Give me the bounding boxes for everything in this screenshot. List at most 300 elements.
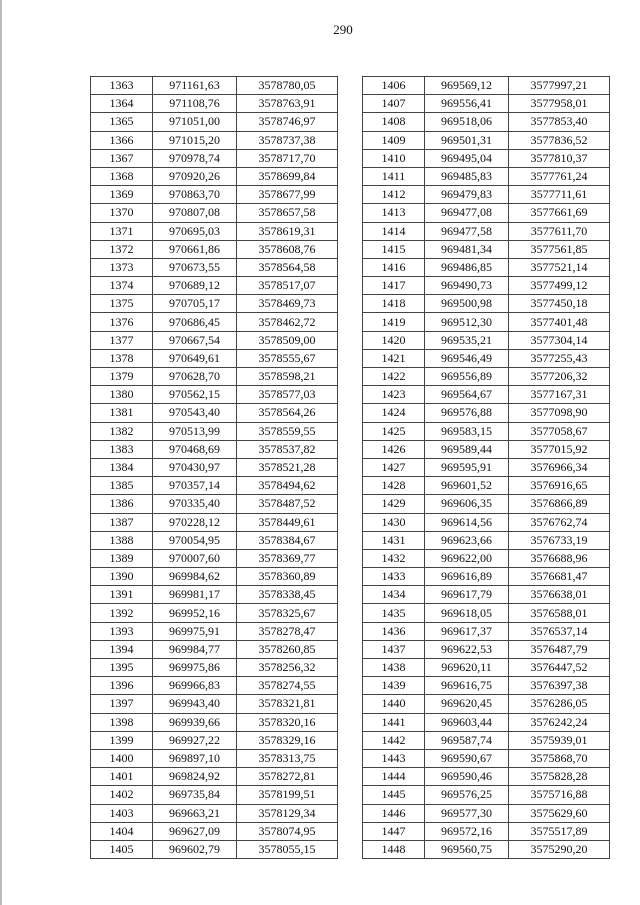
point-number-cell: 1439 xyxy=(363,677,425,695)
point-number-cell: 1430 xyxy=(363,513,425,531)
table-row xyxy=(363,804,610,822)
y-coordinate-cell: 3576588,01 xyxy=(509,604,610,622)
point-number-cell: 1378 xyxy=(91,349,153,367)
point-number-cell: 1433 xyxy=(363,568,425,586)
table-row xyxy=(363,240,610,258)
y-coordinate-cell: 3578384,67 xyxy=(237,531,338,549)
y-coordinate-cell: 3576762,74 xyxy=(509,513,610,531)
table-row xyxy=(363,167,610,185)
y-coordinate-cell: 3578699,84 xyxy=(237,167,338,185)
y-coordinate-cell: 3576733,19 xyxy=(509,531,610,549)
x-coordinate-cell: 970673,55 xyxy=(153,258,237,276)
point-number-cell: 1426 xyxy=(363,440,425,458)
y-coordinate-cell: 3577761,24 xyxy=(509,167,610,185)
table-row xyxy=(91,95,338,113)
table-row xyxy=(91,77,338,95)
x-coordinate-cell: 970430,97 xyxy=(153,458,237,476)
y-coordinate-cell: 3577167,31 xyxy=(509,386,610,404)
y-coordinate-cell: 3578677,99 xyxy=(237,186,338,204)
point-number-cell: 1429 xyxy=(363,495,425,513)
y-coordinate-cell: 3578320,16 xyxy=(237,713,338,731)
table-row xyxy=(91,840,338,858)
table-row xyxy=(363,749,610,767)
y-coordinate-cell: 3576916,65 xyxy=(509,477,610,495)
x-coordinate-cell: 969622,53 xyxy=(425,640,509,658)
point-number-cell: 1445 xyxy=(363,786,425,804)
table-row xyxy=(363,549,610,567)
y-coordinate-cell: 3578199,51 xyxy=(237,786,338,804)
x-coordinate-cell: 969590,67 xyxy=(425,749,509,767)
point-number-cell: 1446 xyxy=(363,804,425,822)
y-coordinate-cell: 3578313,75 xyxy=(237,749,338,767)
x-coordinate-cell: 969556,89 xyxy=(425,368,509,386)
table-row xyxy=(91,186,338,204)
point-number-cell: 1423 xyxy=(363,386,425,404)
point-number-cell: 1448 xyxy=(363,840,425,858)
y-coordinate-cell: 3577853,40 xyxy=(509,113,610,131)
y-coordinate-cell: 3576397,38 xyxy=(509,677,610,695)
point-number-cell: 1402 xyxy=(91,786,153,804)
point-number-cell: 1382 xyxy=(91,422,153,440)
x-coordinate-cell: 970228,12 xyxy=(153,513,237,531)
y-coordinate-cell: 3578657,58 xyxy=(237,204,338,222)
x-coordinate-cell: 970513,99 xyxy=(153,422,237,440)
x-coordinate-cell: 969576,88 xyxy=(425,404,509,422)
table-row xyxy=(91,258,338,276)
x-coordinate-cell: 971108,76 xyxy=(153,95,237,113)
table-row xyxy=(363,495,610,513)
point-number-cell: 1366 xyxy=(91,131,153,149)
table-row xyxy=(91,586,338,604)
point-number-cell: 1434 xyxy=(363,586,425,604)
x-coordinate-cell: 970649,61 xyxy=(153,349,237,367)
point-number-cell: 1371 xyxy=(91,222,153,240)
table-row xyxy=(363,440,610,458)
x-coordinate-cell: 969564,67 xyxy=(425,386,509,404)
x-coordinate-cell: 970054,95 xyxy=(153,531,237,549)
x-coordinate-cell: 970686,45 xyxy=(153,313,237,331)
x-coordinate-cell: 970920,26 xyxy=(153,167,237,185)
point-number-cell: 1389 xyxy=(91,549,153,567)
point-number-cell: 1386 xyxy=(91,495,153,513)
y-coordinate-cell: 3578256,32 xyxy=(237,659,338,677)
table-row xyxy=(363,368,610,386)
table-row xyxy=(91,313,338,331)
x-coordinate-cell: 969495,04 xyxy=(425,149,509,167)
point-number-cell: 1444 xyxy=(363,768,425,786)
x-coordinate-cell: 969583,15 xyxy=(425,422,509,440)
point-number-cell: 1405 xyxy=(91,840,153,858)
point-number-cell: 1397 xyxy=(91,695,153,713)
x-coordinate-cell: 969616,75 xyxy=(425,677,509,695)
page-edge xyxy=(0,0,2,905)
y-coordinate-cell: 3578278,47 xyxy=(237,622,338,640)
y-coordinate-cell: 3578329,16 xyxy=(237,731,338,749)
x-coordinate-cell: 969590,46 xyxy=(425,768,509,786)
point-number-cell: 1407 xyxy=(363,95,425,113)
y-coordinate-cell: 3578360,89 xyxy=(237,568,338,586)
point-number-cell: 1443 xyxy=(363,749,425,767)
table-row xyxy=(91,695,338,713)
point-number-cell: 1425 xyxy=(363,422,425,440)
x-coordinate-cell: 970667,54 xyxy=(153,331,237,349)
point-number-cell: 1383 xyxy=(91,440,153,458)
point-number-cell: 1419 xyxy=(363,313,425,331)
point-number-cell: 1379 xyxy=(91,368,153,386)
point-number-cell: 1401 xyxy=(91,768,153,786)
table-row xyxy=(91,804,338,822)
table-row xyxy=(363,349,610,367)
y-coordinate-cell: 3577836,52 xyxy=(509,131,610,149)
table-row xyxy=(363,186,610,204)
table-row xyxy=(363,695,610,713)
x-coordinate-cell: 970661,86 xyxy=(153,240,237,258)
y-coordinate-cell: 3576638,01 xyxy=(509,586,610,604)
y-coordinate-cell: 3575828,28 xyxy=(509,768,610,786)
table-row xyxy=(91,640,338,658)
y-coordinate-cell: 3578325,67 xyxy=(237,604,338,622)
x-coordinate-cell: 969556,41 xyxy=(425,95,509,113)
point-number-cell: 1409 xyxy=(363,131,425,149)
point-number-cell: 1381 xyxy=(91,404,153,422)
table-row xyxy=(363,113,610,131)
table-row xyxy=(363,622,610,640)
table-row xyxy=(91,131,338,149)
table-row xyxy=(91,331,338,349)
point-number-cell: 1400 xyxy=(91,749,153,767)
x-coordinate-cell: 970335,40 xyxy=(153,495,237,513)
point-number-cell: 1435 xyxy=(363,604,425,622)
y-coordinate-cell: 3577450,18 xyxy=(509,295,610,313)
x-coordinate-cell: 969897,10 xyxy=(153,749,237,767)
table-row xyxy=(91,531,338,549)
point-number-cell: 1398 xyxy=(91,713,153,731)
table-row xyxy=(91,822,338,840)
y-coordinate-cell: 3576447,52 xyxy=(509,659,610,677)
point-number-cell: 1384 xyxy=(91,458,153,476)
point-number-cell: 1432 xyxy=(363,549,425,567)
point-number-cell: 1369 xyxy=(91,186,153,204)
y-coordinate-cell: 3578274,55 xyxy=(237,677,338,695)
x-coordinate-cell: 969569,12 xyxy=(425,77,509,95)
y-coordinate-cell: 3578559,55 xyxy=(237,422,338,440)
x-coordinate-cell: 969617,79 xyxy=(425,586,509,604)
x-coordinate-cell: 969518,06 xyxy=(425,113,509,131)
point-number-cell: 1418 xyxy=(363,295,425,313)
x-coordinate-cell: 969620,11 xyxy=(425,659,509,677)
x-coordinate-cell: 969576,25 xyxy=(425,786,509,804)
table-row xyxy=(363,531,610,549)
x-coordinate-cell: 969500,98 xyxy=(425,295,509,313)
y-coordinate-cell: 3578577,03 xyxy=(237,386,338,404)
x-coordinate-cell: 969477,58 xyxy=(425,222,509,240)
x-coordinate-cell: 969490,73 xyxy=(425,277,509,295)
y-coordinate-cell: 3578564,26 xyxy=(237,404,338,422)
y-coordinate-cell: 3578462,72 xyxy=(237,313,338,331)
table-row xyxy=(91,749,338,767)
y-coordinate-cell: 3577304,14 xyxy=(509,331,610,349)
point-number-cell: 1415 xyxy=(363,240,425,258)
table-row xyxy=(91,731,338,749)
point-number-cell: 1420 xyxy=(363,331,425,349)
point-number-cell: 1438 xyxy=(363,659,425,677)
point-number-cell: 1403 xyxy=(91,804,153,822)
y-coordinate-cell: 3578564,58 xyxy=(237,258,338,276)
table-row xyxy=(363,131,610,149)
y-coordinate-cell: 3578598,21 xyxy=(237,368,338,386)
x-coordinate-cell: 970357,14 xyxy=(153,477,237,495)
y-coordinate-cell: 3578321,81 xyxy=(237,695,338,713)
y-coordinate-cell: 3578780,05 xyxy=(237,77,338,95)
x-coordinate-cell: 969577,30 xyxy=(425,804,509,822)
point-number-cell: 1396 xyxy=(91,677,153,695)
point-number-cell: 1376 xyxy=(91,313,153,331)
table-row xyxy=(363,331,610,349)
y-coordinate-cell: 3578129,34 xyxy=(237,804,338,822)
x-coordinate-cell: 969966,83 xyxy=(153,677,237,695)
x-coordinate-cell: 969603,44 xyxy=(425,713,509,731)
point-number-cell: 1368 xyxy=(91,167,153,185)
y-coordinate-cell: 3578608,76 xyxy=(237,240,338,258)
table-row xyxy=(363,786,610,804)
x-coordinate-cell: 970978,74 xyxy=(153,149,237,167)
table-row xyxy=(363,586,610,604)
x-coordinate-cell: 970863,70 xyxy=(153,186,237,204)
point-number-cell: 1364 xyxy=(91,95,153,113)
x-coordinate-cell: 969512,30 xyxy=(425,313,509,331)
point-number-cell: 1393 xyxy=(91,622,153,640)
y-coordinate-cell: 3577711,61 xyxy=(509,186,610,204)
y-coordinate-cell: 3577098,90 xyxy=(509,404,610,422)
x-coordinate-cell: 969602,79 xyxy=(153,840,237,858)
y-coordinate-cell: 3578521,28 xyxy=(237,458,338,476)
x-coordinate-cell: 969927,22 xyxy=(153,731,237,749)
y-coordinate-cell: 3578369,77 xyxy=(237,549,338,567)
table-row xyxy=(91,677,338,695)
point-number-cell: 1410 xyxy=(363,149,425,167)
table-row xyxy=(91,440,338,458)
point-number-cell: 1392 xyxy=(91,604,153,622)
point-number-cell: 1424 xyxy=(363,404,425,422)
y-coordinate-cell: 3578074,95 xyxy=(237,822,338,840)
y-coordinate-cell: 3576537,14 xyxy=(509,622,610,640)
x-coordinate-cell: 969943,40 xyxy=(153,695,237,713)
table-row xyxy=(363,204,610,222)
table-row xyxy=(91,368,338,386)
table-row xyxy=(91,167,338,185)
x-coordinate-cell: 970807,08 xyxy=(153,204,237,222)
table-row xyxy=(91,477,338,495)
table-row xyxy=(91,549,338,567)
table-row xyxy=(91,568,338,586)
x-coordinate-cell: 969618,05 xyxy=(425,604,509,622)
point-number-cell: 1414 xyxy=(363,222,425,240)
x-coordinate-cell: 969477,08 xyxy=(425,204,509,222)
x-coordinate-cell: 969560,75 xyxy=(425,840,509,858)
x-coordinate-cell: 969485,83 xyxy=(425,167,509,185)
y-coordinate-cell: 3578555,67 xyxy=(237,349,338,367)
point-number-cell: 1441 xyxy=(363,713,425,731)
y-coordinate-cell: 3578469,73 xyxy=(237,295,338,313)
y-coordinate-cell: 3576866,89 xyxy=(509,495,610,513)
y-coordinate-cell: 3578260,85 xyxy=(237,640,338,658)
y-coordinate-cell: 3577499,12 xyxy=(509,277,610,295)
table-row xyxy=(363,659,610,677)
y-coordinate-cell: 3578537,82 xyxy=(237,440,338,458)
page-number: 290 xyxy=(333,22,353,37)
point-number-cell: 1380 xyxy=(91,386,153,404)
x-coordinate-cell: 969952,16 xyxy=(153,604,237,622)
point-number-cell: 1365 xyxy=(91,113,153,131)
table-row xyxy=(91,240,338,258)
table-row xyxy=(91,768,338,786)
x-coordinate-cell: 969735,84 xyxy=(153,786,237,804)
y-coordinate-cell: 3577401,48 xyxy=(509,313,610,331)
table-row xyxy=(363,313,610,331)
x-coordinate-cell: 970007,60 xyxy=(153,549,237,567)
point-number-cell: 1436 xyxy=(363,622,425,640)
x-coordinate-cell: 970689,12 xyxy=(153,277,237,295)
x-coordinate-cell: 969975,86 xyxy=(153,659,237,677)
y-coordinate-cell: 3576966,34 xyxy=(509,458,610,476)
table-row xyxy=(363,640,610,658)
y-coordinate-cell: 3577611,70 xyxy=(509,222,610,240)
y-coordinate-cell: 3578272,81 xyxy=(237,768,338,786)
point-number-cell: 1413 xyxy=(363,204,425,222)
point-number-cell: 1440 xyxy=(363,695,425,713)
table-row xyxy=(91,295,338,313)
point-number-cell: 1428 xyxy=(363,477,425,495)
x-coordinate-cell: 969663,21 xyxy=(153,804,237,822)
point-number-cell: 1427 xyxy=(363,458,425,476)
x-coordinate-cell: 969481,34 xyxy=(425,240,509,258)
x-coordinate-cell: 969614,56 xyxy=(425,513,509,531)
y-coordinate-cell: 3576286,05 xyxy=(509,695,610,713)
table-row xyxy=(91,604,338,622)
x-coordinate-cell: 969939,66 xyxy=(153,713,237,731)
x-coordinate-cell: 969589,44 xyxy=(425,440,509,458)
table-row xyxy=(363,604,610,622)
point-number-cell: 1373 xyxy=(91,258,153,276)
y-coordinate-cell: 3578338,45 xyxy=(237,586,338,604)
y-coordinate-cell: 3578494,62 xyxy=(237,477,338,495)
x-coordinate-cell: 969595,91 xyxy=(425,458,509,476)
table-row xyxy=(91,404,338,422)
x-coordinate-cell: 969975,91 xyxy=(153,622,237,640)
y-coordinate-cell: 3578487,52 xyxy=(237,495,338,513)
x-coordinate-cell: 971015,20 xyxy=(153,131,237,149)
coordinates-table-left xyxy=(90,76,338,859)
x-coordinate-cell: 969601,52 xyxy=(425,477,509,495)
x-coordinate-cell: 969535,21 xyxy=(425,331,509,349)
y-coordinate-cell: 3575517,89 xyxy=(509,822,610,840)
table-row xyxy=(363,258,610,276)
table-row xyxy=(91,622,338,640)
y-coordinate-cell: 3575939,01 xyxy=(509,731,610,749)
y-coordinate-cell: 3578449,61 xyxy=(237,513,338,531)
table-row xyxy=(363,713,610,731)
y-coordinate-cell: 3578517,07 xyxy=(237,277,338,295)
table-row xyxy=(363,822,610,840)
y-coordinate-cell: 3576681,47 xyxy=(509,568,610,586)
y-coordinate-cell: 3577661,69 xyxy=(509,204,610,222)
x-coordinate-cell: 970695,03 xyxy=(153,222,237,240)
y-coordinate-cell: 3577561,85 xyxy=(509,240,610,258)
point-number-cell: 1417 xyxy=(363,277,425,295)
point-number-cell: 1391 xyxy=(91,586,153,604)
table-row xyxy=(91,349,338,367)
y-coordinate-cell: 3578737,38 xyxy=(237,131,338,149)
y-coordinate-cell: 3577521,14 xyxy=(509,258,610,276)
table-row xyxy=(363,422,610,440)
y-coordinate-cell: 3575290,20 xyxy=(509,840,610,858)
point-number-cell: 1363 xyxy=(91,77,153,95)
table-row xyxy=(363,295,610,313)
table-row xyxy=(363,404,610,422)
y-coordinate-cell: 3577997,21 xyxy=(509,77,610,95)
y-coordinate-cell: 3576688,96 xyxy=(509,549,610,567)
y-coordinate-cell: 3575868,70 xyxy=(509,749,610,767)
x-coordinate-cell: 969486,85 xyxy=(425,258,509,276)
point-number-cell: 1399 xyxy=(91,731,153,749)
point-number-cell: 1385 xyxy=(91,477,153,495)
table-row xyxy=(363,77,610,95)
x-coordinate-cell: 969606,35 xyxy=(425,495,509,513)
y-coordinate-cell: 3577015,92 xyxy=(509,440,610,458)
table-row xyxy=(91,204,338,222)
x-coordinate-cell: 970705,17 xyxy=(153,295,237,313)
point-number-cell: 1422 xyxy=(363,368,425,386)
x-coordinate-cell: 970468,69 xyxy=(153,440,237,458)
x-coordinate-cell: 970628,70 xyxy=(153,368,237,386)
table-row xyxy=(91,458,338,476)
x-coordinate-cell: 969981,17 xyxy=(153,586,237,604)
table-row xyxy=(363,277,610,295)
x-coordinate-cell: 969620,45 xyxy=(425,695,509,713)
y-coordinate-cell: 3578763,91 xyxy=(237,95,338,113)
table-row xyxy=(363,731,610,749)
x-coordinate-cell: 969546,49 xyxy=(425,349,509,367)
y-coordinate-cell: 3577058,67 xyxy=(509,422,610,440)
table-row xyxy=(91,149,338,167)
point-number-cell: 1367 xyxy=(91,149,153,167)
point-number-cell: 1442 xyxy=(363,731,425,749)
y-coordinate-cell: 3578717,70 xyxy=(237,149,338,167)
x-coordinate-cell: 970562,15 xyxy=(153,386,237,404)
table-row xyxy=(91,513,338,531)
point-number-cell: 1421 xyxy=(363,349,425,367)
point-number-cell: 1408 xyxy=(363,113,425,131)
table-row xyxy=(363,677,610,695)
x-coordinate-cell: 969627,09 xyxy=(153,822,237,840)
table-row xyxy=(363,149,610,167)
y-coordinate-cell: 3577958,01 xyxy=(509,95,610,113)
y-coordinate-cell: 3577255,43 xyxy=(509,349,610,367)
table-row xyxy=(363,513,610,531)
table-row xyxy=(363,840,610,858)
y-coordinate-cell: 3578619,31 xyxy=(237,222,338,240)
x-coordinate-cell: 969501,31 xyxy=(425,131,509,149)
x-coordinate-cell: 969616,89 xyxy=(425,568,509,586)
point-number-cell: 1395 xyxy=(91,659,153,677)
point-number-cell: 1394 xyxy=(91,640,153,658)
y-coordinate-cell: 3578509,00 xyxy=(237,331,338,349)
y-coordinate-cell: 3578746,97 xyxy=(237,113,338,131)
point-number-cell: 1437 xyxy=(363,640,425,658)
table-row xyxy=(91,277,338,295)
y-coordinate-cell: 3577810,37 xyxy=(509,149,610,167)
table-row xyxy=(91,713,338,731)
